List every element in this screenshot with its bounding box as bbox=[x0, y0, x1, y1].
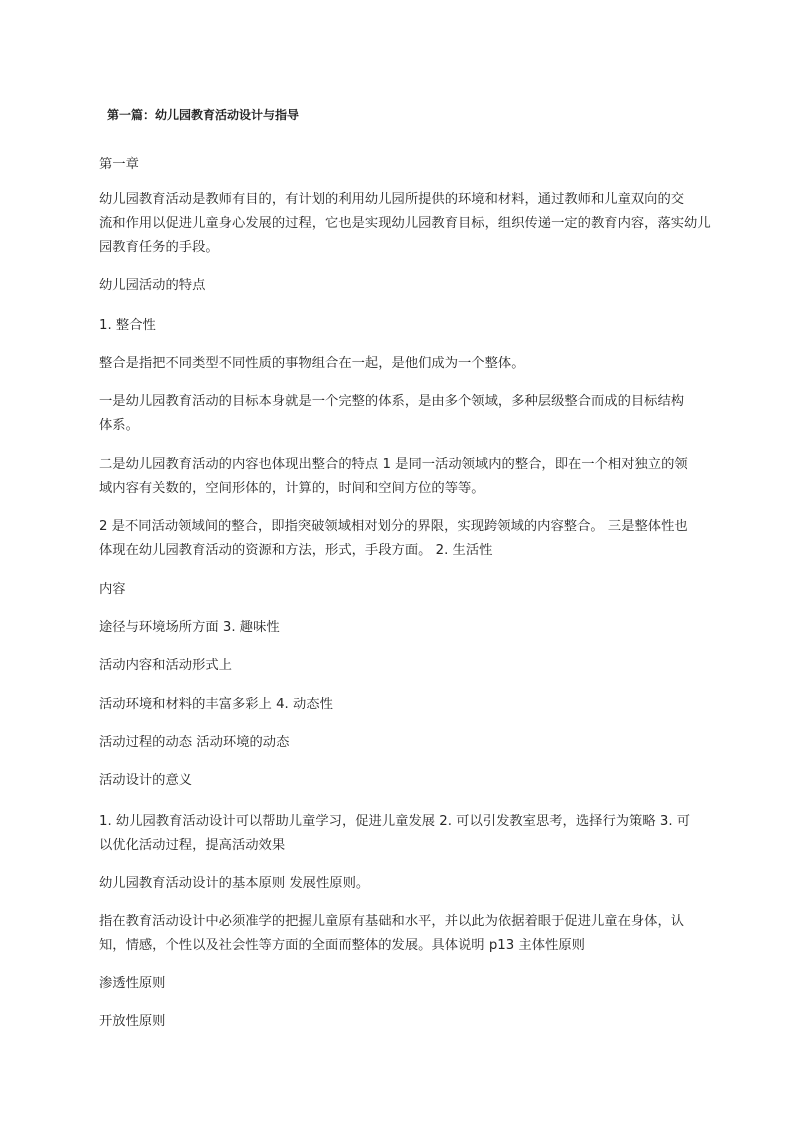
paragraph-line: 活动内容和活动形式上 bbox=[99, 658, 232, 673]
paragraph-line: 流和作用以促进儿童身心发展的过程，它也是实现幼儿园教育目标，组织传递一定的教育内容，落实幼儿 bbox=[99, 216, 711, 231]
paragraph-line: 二是幼儿园教育活动的内容也体现出整合的特点 1 是同一活动领域内的整合，即在一个相对独立的领 bbox=[99, 457, 688, 472]
paragraph-line: 途径与环境场所方面 3. 趣味性 bbox=[99, 620, 280, 635]
paragraph-line: 活动环境和材料的丰富多彩上 4. 动态性 bbox=[99, 697, 333, 712]
paragraph-line: 幼儿园教育活动设计的基本原则 发展性原则。 bbox=[99, 876, 370, 891]
section-heading: 幼儿园活动的特点 bbox=[99, 278, 206, 293]
paragraph-line: 体现在幼儿园教育活动的资源和方法，形式，手段方面。 2. 生活性 bbox=[99, 543, 493, 558]
paragraph-line: 整合是指把不同类型不同性质的事物组合在一起，是他们成为一个整体。 bbox=[99, 356, 525, 371]
paragraph-line: 渗透性原则 bbox=[99, 976, 166, 991]
paragraph-line: 域内容有关数的，空间形体的，计算的，时间和空间方位的等等。 bbox=[99, 481, 485, 496]
paragraph-line: 开放性原则 bbox=[99, 1014, 166, 1029]
paragraph-line: 指在教育活动设计中必须准学的把握儿童原有基础和水平，并以此为依据着眼于促进儿童在身体，认 bbox=[99, 914, 685, 929]
section-heading: 活动设计的意义 bbox=[99, 773, 193, 788]
paragraph-line: 体系。 bbox=[99, 418, 139, 433]
list-item-heading: 1. 整合性 bbox=[99, 318, 156, 333]
paragraph-line: 内容 bbox=[99, 582, 126, 597]
document-title: 第一篇：幼儿园教育活动设计与指导 bbox=[107, 108, 300, 122]
paragraph-line: 活动过程的动态 活动环境的动态 bbox=[99, 735, 290, 750]
paragraph-line: 幼儿园教育活动是教师有目的，有计划的利用幼儿园所提供的环境和材料，通过教师和儿童双向的交 bbox=[99, 192, 685, 207]
paragraph-line: 一是幼儿园教育活动的目标本身就是一个完整的体系，是由多个领域，多种层级整合而成的目标结构 bbox=[99, 394, 685, 409]
paragraph-line: 以优化活动过程，提高活动效果 bbox=[99, 838, 286, 853]
paragraph-line: 1. 幼儿园教育活动设计可以帮助儿童学习，促进儿童发展 2. 可以引发教室思考，选择行为策略 3. 可 bbox=[99, 814, 691, 829]
chapter-heading: 第一章 bbox=[99, 157, 139, 172]
paragraph-line: 园教育任务的手段。 bbox=[99, 240, 219, 255]
paragraph-line: 知，情感，个性以及社会性等方面的全面而整体的发展。具体说明 p13 主体性原则 bbox=[99, 938, 585, 953]
paragraph-line: 2 是不同活动领域间的整合，即指突破领域相对划分的界限，实现跨领域的内容整合。 三是整体性也 bbox=[99, 519, 688, 534]
